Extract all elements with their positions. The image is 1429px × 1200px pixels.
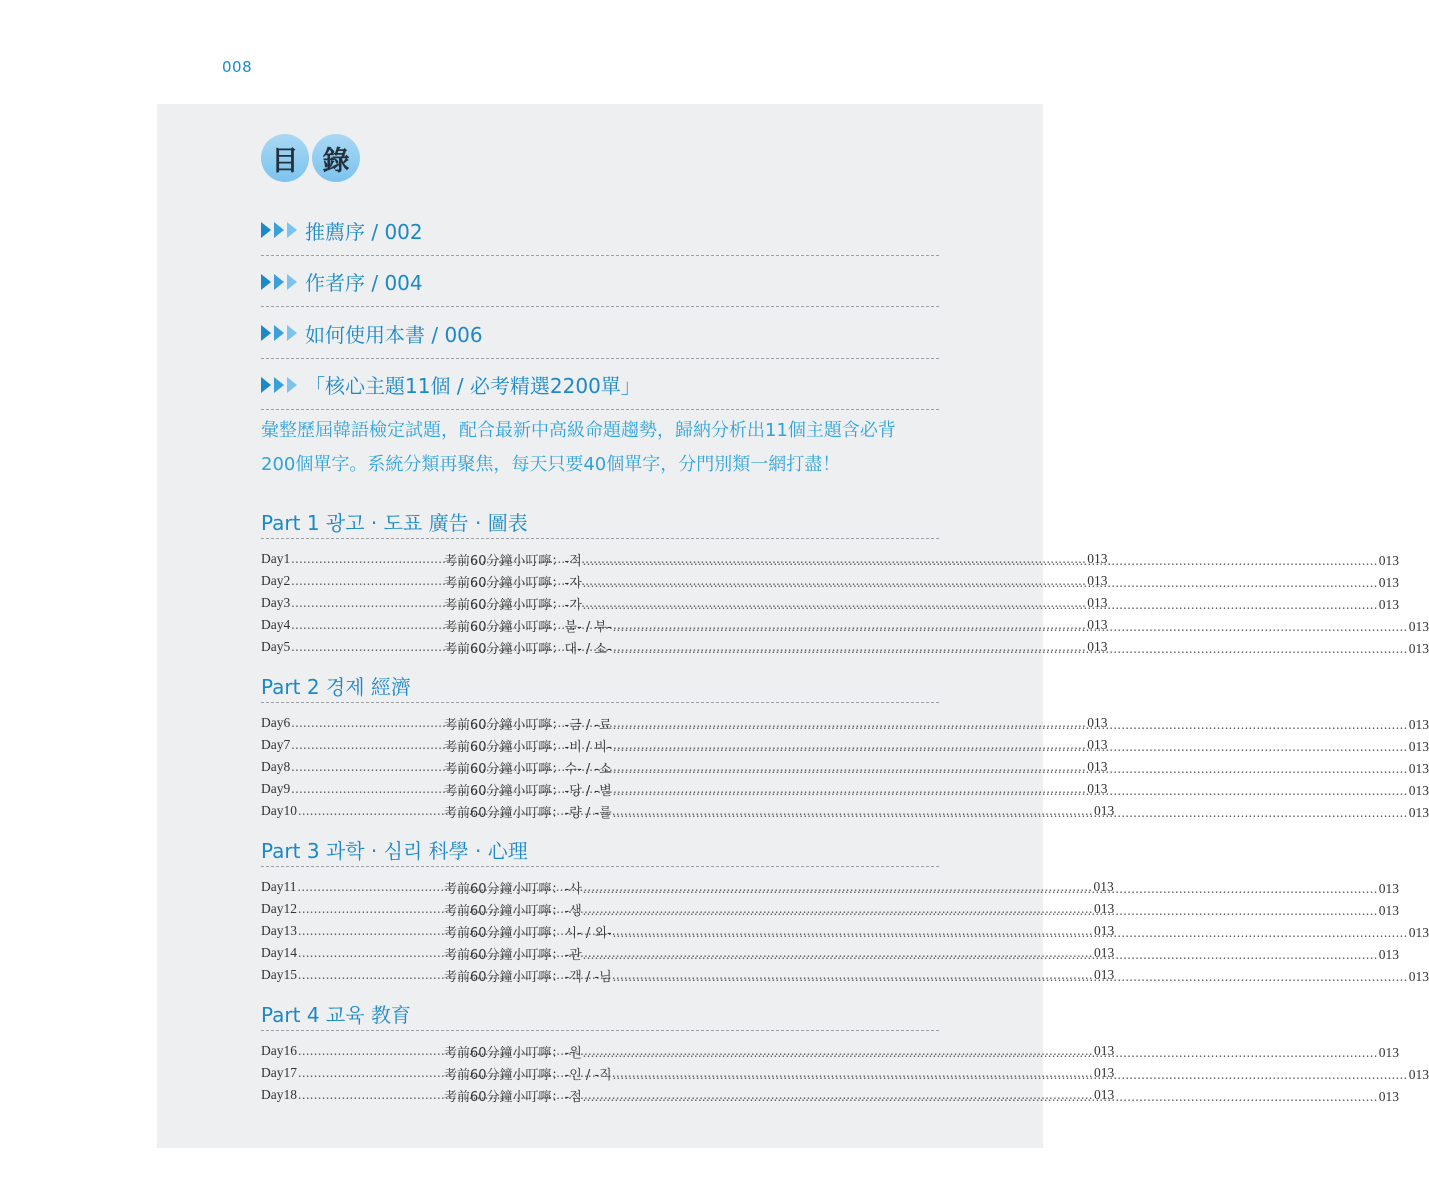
day-label: Day15 xyxy=(261,967,297,982)
toc-row xyxy=(261,756,1429,778)
day-page-number: 013 xyxy=(1094,945,1115,960)
day-label: Day17 xyxy=(261,1065,297,1080)
toc-title xyxy=(261,134,363,182)
tip-page-number: 013 xyxy=(1408,1066,1429,1082)
day-page-number: 013 xyxy=(1087,639,1108,654)
part-section xyxy=(261,668,1429,822)
day-label: Day7 xyxy=(261,737,291,752)
part-rows xyxy=(261,867,1429,986)
page-number: 008 xyxy=(222,58,253,76)
tip-page-number: 013 xyxy=(1378,1044,1400,1060)
day-label: Day18 xyxy=(261,1087,297,1102)
tip-entry[interactable] xyxy=(389,1064,1429,1083)
day-page-number: 013 xyxy=(1094,901,1115,916)
dot-leader xyxy=(613,969,1408,985)
dot-leader xyxy=(613,925,1408,941)
tip-label: 考前60分鐘小叮嚀：-사 xyxy=(444,881,582,897)
tip-page-number: 013 xyxy=(1378,596,1400,612)
part-section xyxy=(261,996,1429,1106)
triple-arrow-icon xyxy=(261,273,299,291)
dot-leader xyxy=(583,947,1378,963)
day-label: Day2 xyxy=(261,573,291,588)
toc-row xyxy=(261,570,1400,592)
tip-page-number: 013 xyxy=(1408,924,1429,940)
tip-label: 考前60分鐘小叮嚀：-량 / -률 xyxy=(444,805,612,821)
toc-row xyxy=(261,898,1400,920)
day-label: Day4 xyxy=(261,617,291,632)
tip-entry[interactable] xyxy=(389,878,1399,897)
tip-label: 考前60分鐘小叮嚀：-점 xyxy=(444,1089,582,1105)
day-page-number: 013 xyxy=(1094,923,1115,938)
tip-page-number: 013 xyxy=(1408,760,1429,776)
day-page-number: 013 xyxy=(1087,595,1108,610)
tip-label: 考前60分鐘小叮嚀：-원 xyxy=(444,1045,582,1061)
tip-page-number: 013 xyxy=(1408,804,1429,820)
day-label: Day5 xyxy=(261,639,291,654)
day-label: Day3 xyxy=(261,595,291,610)
day-label: Day6 xyxy=(261,715,291,730)
tip-page-number: 013 xyxy=(1378,902,1400,918)
part-title[interactable]: Part 4 교육 教育 xyxy=(261,996,939,1031)
toc-row xyxy=(261,636,1429,658)
tip-page-number: 013 xyxy=(1408,618,1429,634)
tip-label: 考前60分鐘小叮嚀：-당 / -별 xyxy=(444,783,612,799)
day-page-number: 013 xyxy=(1094,967,1115,982)
intro-line: 彙整歷屆韓語檢定試題，配合最新中高級命題趨勢，歸納分析出11個主題含必背 xyxy=(261,420,896,441)
dot-leader xyxy=(583,1045,1378,1061)
tip-label: 考前60分鐘小叮嚀：대- / 소- xyxy=(444,641,612,657)
tip-entry[interactable] xyxy=(389,780,1429,799)
dot-leader xyxy=(583,903,1378,919)
toc-row xyxy=(261,712,1429,734)
part-rows xyxy=(261,1031,1429,1106)
day-page-number: 013 xyxy=(1087,781,1108,796)
triple-arrow-icon xyxy=(261,376,299,394)
day-page-number: 013 xyxy=(1094,1087,1115,1102)
intro-paragraph xyxy=(261,414,951,482)
front-matter-label: 如何使用本書 / 006 xyxy=(305,322,483,347)
day-label: Day8 xyxy=(261,759,291,774)
title-char-circle: 目 xyxy=(261,134,309,182)
dot-leader xyxy=(613,619,1408,635)
dot-leader xyxy=(613,717,1408,733)
tip-label: 考前60分鐘小叮嚀：-자 xyxy=(444,575,582,591)
toc-row xyxy=(261,614,1429,636)
tip-label: 考前60分鐘小叮嚀：-금 / -료 xyxy=(444,717,612,733)
day-label: Day12 xyxy=(261,901,297,916)
front-matter-label: 作者序 / 004 xyxy=(305,271,423,296)
toc-row xyxy=(261,1084,1400,1106)
day-label: Day16 xyxy=(261,1043,297,1058)
front-matter-item[interactable] xyxy=(261,256,939,308)
tip-page-number: 013 xyxy=(1408,738,1429,754)
tip-page-number: 013 xyxy=(1378,880,1400,896)
day-label: Day10 xyxy=(261,803,297,818)
front-matter-item[interactable] xyxy=(261,307,939,359)
day-label: Day9 xyxy=(261,781,291,796)
tip-label: 考前60分鐘小叮嚀：-관 xyxy=(444,947,582,963)
tip-entry[interactable] xyxy=(389,594,1399,613)
part-rows xyxy=(261,539,1429,658)
tip-entry[interactable] xyxy=(389,736,1429,755)
toc-row xyxy=(261,1040,1400,1062)
dot-leader xyxy=(583,1089,1378,1105)
triple-arrow-icon xyxy=(261,221,299,239)
tip-entry[interactable] xyxy=(389,966,1429,985)
tip-page-number: 013 xyxy=(1408,968,1429,984)
tip-entry[interactable] xyxy=(389,900,1399,919)
triple-arrow-icon xyxy=(261,324,299,342)
front-matter-item[interactable] xyxy=(261,359,939,411)
day-label: Day1 xyxy=(261,551,291,566)
tip-page-number: 013 xyxy=(1408,782,1429,798)
tip-page-number: 013 xyxy=(1408,640,1429,656)
part-title[interactable]: Part 1 광고 · 도표 廣告 · 圖表 xyxy=(261,504,939,539)
tip-entry[interactable] xyxy=(389,1086,1399,1105)
tip-entry[interactable] xyxy=(389,714,1429,733)
toc-row xyxy=(261,734,1429,756)
dot-leader xyxy=(613,783,1408,799)
tip-label: 考前60分鐘小叮嚀：수- / -소 xyxy=(444,761,612,777)
dot-leader xyxy=(583,881,1378,897)
tip-entry[interactable] xyxy=(389,922,1429,941)
part-title[interactable]: Part 3 과학 · 심리 科學 · 心理 xyxy=(261,832,939,867)
tip-entry[interactable] xyxy=(389,944,1399,963)
title-char-circle: 錄 xyxy=(312,134,360,182)
day-page-number: 013 xyxy=(1094,1043,1115,1058)
tip-entry[interactable] xyxy=(389,572,1399,591)
dot-leader xyxy=(613,739,1408,755)
dot-leader xyxy=(613,641,1408,657)
day-page-number: 013 xyxy=(1087,617,1108,632)
tip-label: 考前60分鐘小叮嚀：-인 / -직 xyxy=(444,1067,612,1083)
tip-entry[interactable] xyxy=(389,1042,1399,1061)
part-section xyxy=(261,504,1429,658)
tip-page-number: 013 xyxy=(1378,1088,1400,1104)
dot-leader xyxy=(583,597,1378,613)
toc-row xyxy=(261,1062,1429,1084)
tip-label: 考前60分鐘小叮嚀：-객 / -님 xyxy=(444,969,612,985)
toc-row xyxy=(261,920,1429,942)
part-rows xyxy=(261,703,1429,822)
day-label: Day13 xyxy=(261,923,297,938)
toc-row xyxy=(261,876,1400,898)
toc-row xyxy=(261,964,1429,986)
tip-entry[interactable] xyxy=(389,758,1429,777)
day-page-number: 013 xyxy=(1093,879,1114,894)
tip-label: 考前60分鐘小叮嚀：-비 / 비- xyxy=(444,739,612,755)
day-page-number: 013 xyxy=(1087,551,1108,566)
tip-label: 考前60分鐘小叮嚀：시- / 외- xyxy=(444,925,612,941)
day-page-number: 013 xyxy=(1087,737,1108,752)
tip-page-number: 013 xyxy=(1408,716,1429,732)
front-matter-label: 「核心主題11個 / 必考精選2200單」 xyxy=(305,374,641,399)
dot-leader xyxy=(613,1067,1408,1083)
tip-entry[interactable] xyxy=(389,550,1399,569)
dot-leader xyxy=(583,575,1378,591)
toc-row xyxy=(261,942,1400,964)
tip-page-number: 013 xyxy=(1378,946,1400,962)
tip-label: 考前60分鐘小叮嚀：-가 xyxy=(444,597,582,613)
day-page-number: 013 xyxy=(1087,573,1108,588)
front-matter-label: 推薦序 / 002 xyxy=(305,219,423,244)
toc-panel xyxy=(157,104,1429,1148)
part-title[interactable]: Part 2 경제 經濟 xyxy=(261,668,939,703)
toc-row xyxy=(261,548,1400,570)
tip-label: 考前60分鐘小叮嚀：-적 xyxy=(444,553,582,569)
day-label: Day14 xyxy=(261,945,297,960)
tip-entry[interactable] xyxy=(389,638,1429,657)
toc-row xyxy=(261,592,1400,614)
day-page-number: 013 xyxy=(1094,1065,1115,1080)
intro-line: 200個單字。系統分類再聚焦，每天只要40個單字，分門別類一網打盡！ xyxy=(261,454,841,475)
dot-leader xyxy=(583,553,1378,569)
day-page-number: 013 xyxy=(1087,759,1108,774)
tip-entry[interactable] xyxy=(389,616,1429,635)
part-section xyxy=(261,832,1429,986)
tip-label: 考前60分鐘小叮嚀：불- / 부- xyxy=(444,619,612,635)
toc-row xyxy=(261,778,1429,800)
tip-entry[interactable] xyxy=(389,802,1429,821)
tip-page-number: 013 xyxy=(1378,574,1400,590)
front-matter-list xyxy=(261,204,939,410)
parts-list xyxy=(261,504,1429,1116)
tip-label: 考前60分鐘小叮嚀：-생 xyxy=(444,903,582,919)
front-matter-item[interactable] xyxy=(261,204,939,256)
day-label: Day11 xyxy=(261,879,297,894)
dot-leader xyxy=(613,761,1408,777)
tip-page-number: 013 xyxy=(1378,552,1400,568)
day-page-number: 013 xyxy=(1094,803,1115,818)
day-page-number: 013 xyxy=(1087,715,1108,730)
toc-row xyxy=(261,800,1429,822)
dot-leader xyxy=(613,805,1408,821)
